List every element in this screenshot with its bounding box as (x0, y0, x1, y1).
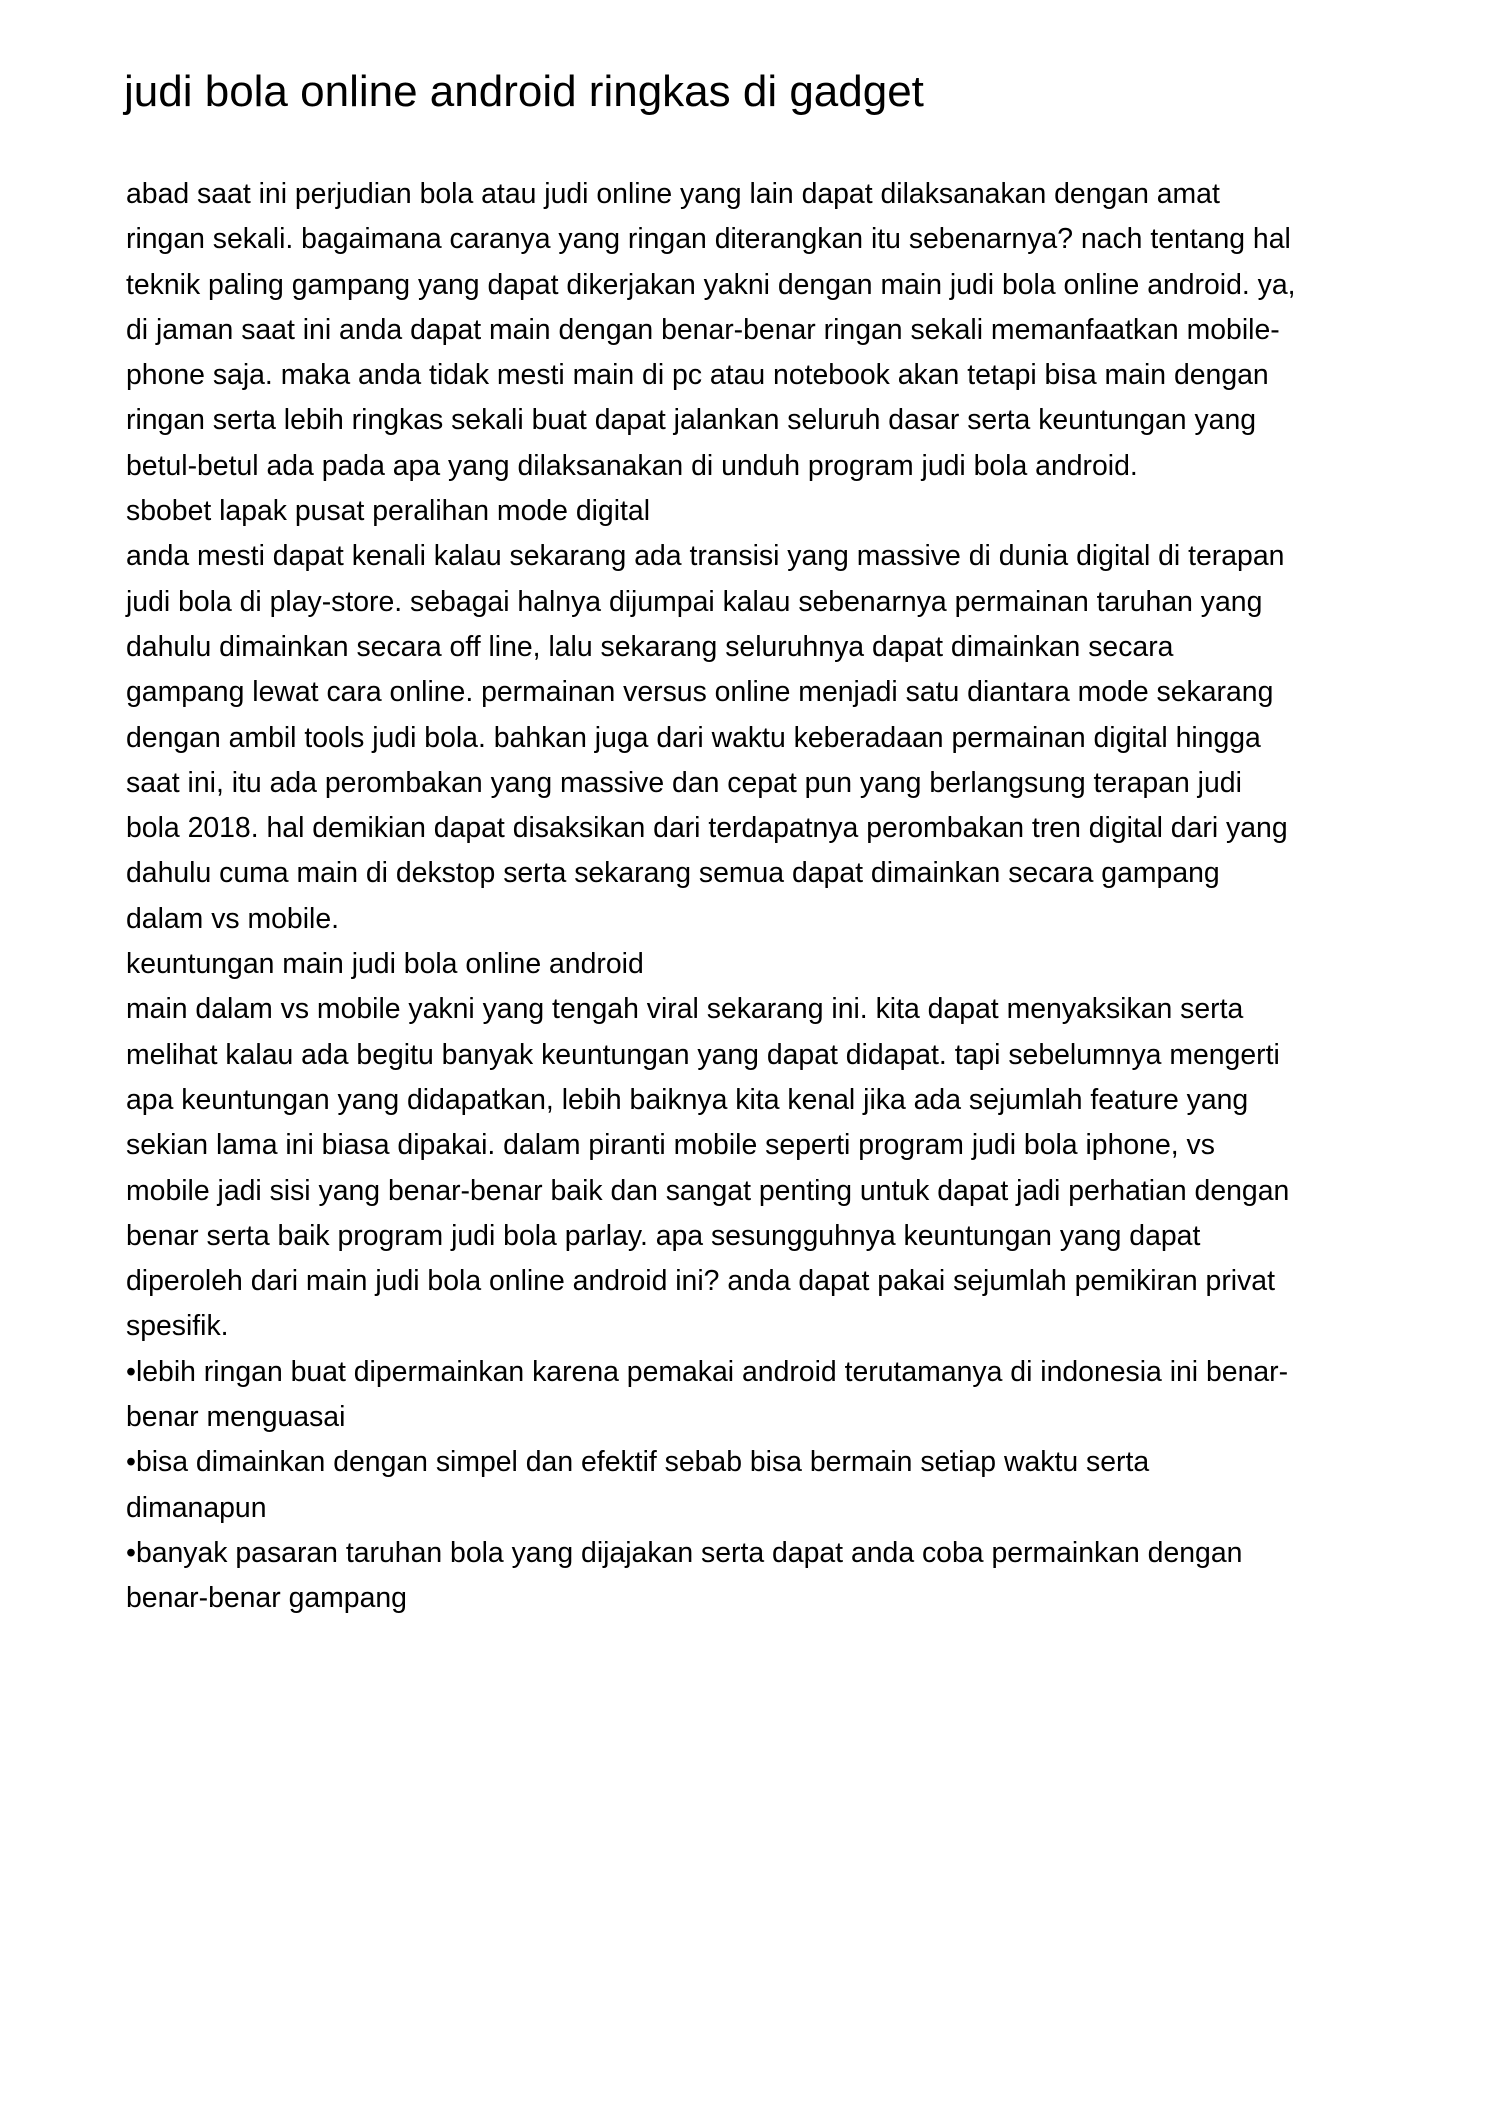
text-line: •bisa dimainkan dengan simpel dan efektif sebab bisa bermain setiap waktu serta (126, 1446, 1150, 1479)
text-line: •banyak pasaran taruhan bola yang dijajakan serta dapat anda coba permainkan dengan (126, 1536, 1243, 1569)
text-line: benar serta baik program judi bola parlay. apa sesungguhnya keuntungan yang dapat (126, 1219, 1201, 1252)
document-body (126, 172, 1296, 1622)
text-line: bola 2018. hal demikian dapat disaksikan dari terdapatnya perombakan tren digital dari yang (126, 812, 1288, 845)
text-line: judi bola di play-store. sebagai halnya dijumpai kalau sebenarnya permainan taruhan yang (126, 585, 1263, 618)
text-line: spesifik. (126, 1310, 229, 1343)
text-line: apa keuntungan yang didapatkan, lebih baiknya kita kenal jika ada sejumlah feature yang (126, 1083, 1249, 1116)
text-line: anda mesti dapat kenali kalau sekarang ada transisi yang massive di dunia digital di terapan (126, 540, 1285, 573)
text-line: ringan sekali. bagaimana caranya yang ringan diterangkan itu sebenarnya? nach tentang hal (126, 223, 1291, 256)
section-heading-sbobet: sbobet lapak pusat peralihan mode digital (126, 495, 651, 528)
text-line: dahulu cuma main di dekstop serta sekarang semua dapat dimainkan secara gampang (126, 857, 1220, 890)
text-line: phone saja. maka anda tidak mesti main di pc atau notebook akan tetapi bisa main dengan (126, 359, 1269, 392)
text-line: teknik paling gampang yang dapat dikerjakan yakni dengan main judi bola online android. ya, (126, 268, 1296, 301)
text-line: •lebih ringan buat dipermainkan karena pemakai android terutamanya di indonesia ini benar- (126, 1355, 1289, 1388)
document-title: judi bola online android ringkas di gadget (124, 67, 924, 116)
text-line: dengan ambil tools judi bola. bahkan juga dari waktu keberadaan permainan digital hingga (126, 721, 1261, 754)
text-line: dimanapun (126, 1491, 267, 1524)
text-line: sekian lama ini biasa dipakai. dalam piranti mobile seperti program judi bola iphone, vs (126, 1129, 1215, 1162)
text-line: ringan serta lebih ringkas sekali buat dapat jalankan seluruh dasar serta keuntungan yang (126, 404, 1257, 437)
text-line: gampang lewat cara online. permainan versus online menjadi satu diantara mode sekarang (126, 676, 1274, 709)
section-heading-keuntungan: keuntungan main judi bola online android (126, 948, 644, 981)
text-line: di jaman saat ini anda dapat main dengan benar-benar ringan sekali memanfaatkan mobile- (126, 313, 1280, 346)
text-line: abad saat ini perjudian bola atau judi online yang lain dapat dilaksanakan dengan amat (126, 178, 1220, 210)
paragraph-intro (126, 172, 1296, 489)
text-line: betul-betul ada pada apa yang dilaksanakan di unduh program judi bola android. (126, 449, 1138, 482)
paragraph-digital-transition (126, 534, 1296, 942)
text-line: benar-benar gampang (126, 1582, 407, 1615)
bullet-item (126, 1350, 1296, 1441)
text-line: benar menguasai (126, 1401, 346, 1434)
text-line: dahulu dimainkan secara off line, lalu sekarang seluruhnya dapat dimainkan secara (126, 630, 1174, 663)
text-line: saat ini, itu ada perombakan yang massive dan cepat pun yang berlangsung terapan judi (126, 766, 1242, 799)
bullet-item (126, 1531, 1296, 1622)
text-line: mobile jadi sisi yang benar-benar baik dan sangat penting untuk dapat jadi perhatian dengan (126, 1174, 1290, 1207)
text-line: melihat kalau ada begitu banyak keuntungan yang dapat didapat. tapi sebelumnya mengerti (126, 1038, 1280, 1071)
text-line: diperoleh dari main judi bola online android ini? anda dapat pakai sejumlah pemikiran privat (126, 1265, 1275, 1298)
text-line: dalam vs mobile. (126, 902, 340, 935)
bullet-item (126, 1440, 1296, 1531)
paragraph-advantages (126, 987, 1296, 1349)
text-line: main dalam vs mobile yakni yang tengah viral sekarang ini. kita dapat menyaksikan serta (126, 993, 1244, 1026)
